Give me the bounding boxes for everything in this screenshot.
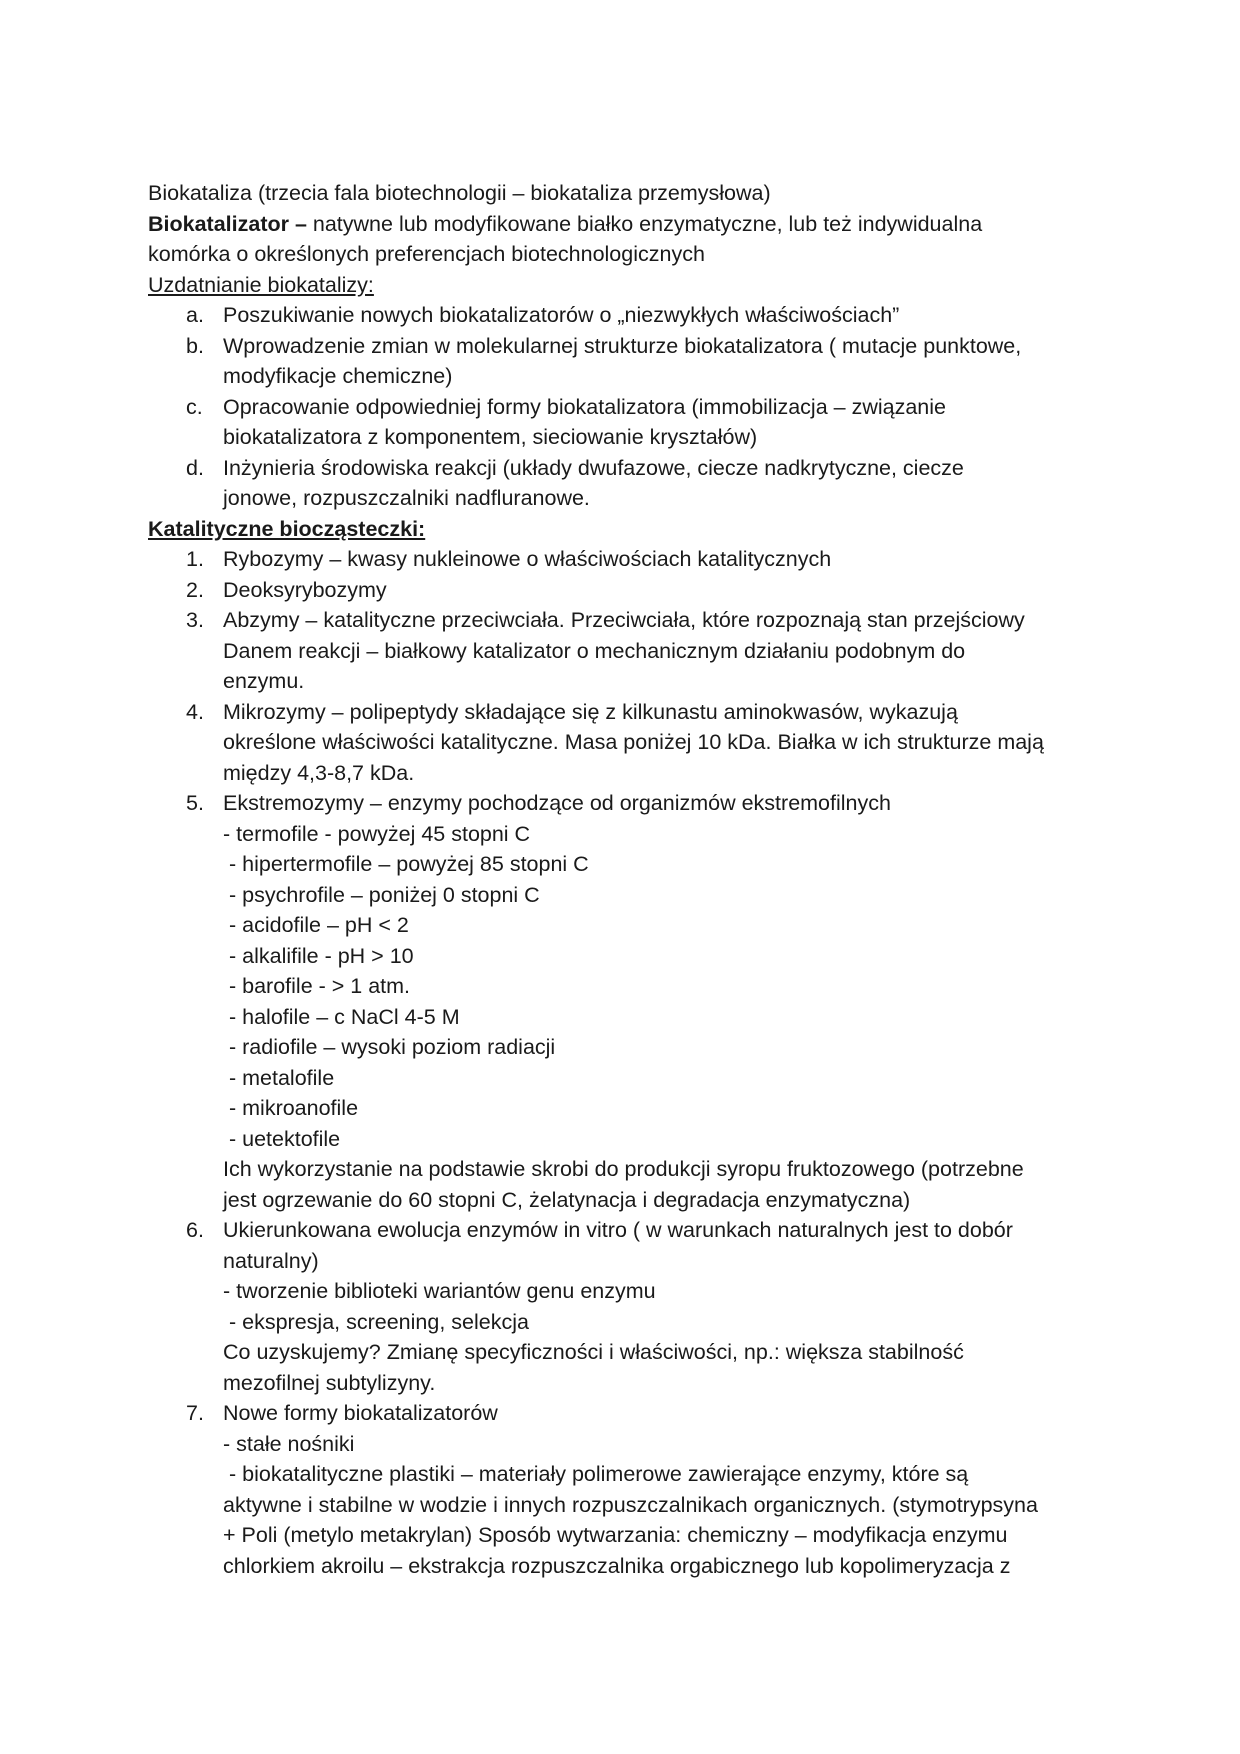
list-item-text: biokatalizatora z komponentem, sieciowanie kryształów) — [223, 425, 758, 449]
list-item-text: Poszukiwanie nowych biokatalizatorów o „niezwykłych właściwościach” — [223, 303, 900, 327]
list-item-text: Nowe formy biokatalizatorów — [223, 1401, 498, 1425]
section-title-uzdatnianie: Uzdatnianie biokatalizy: — [148, 272, 374, 297]
list-item-text: Danem reakcji – białkowy katalizator o mechanicznym działaniu podobnym do — [223, 638, 966, 663]
definition-text-1: natywne lub modyfikowane białko enzymatyczne, lub też indywidualna — [306, 211, 983, 236]
list-item-d — [148, 453, 1130, 514]
list-item-text: Inżynieria środowiska reakcji (układy dwufazowe, ciecze nadkrytyczne, ciecze — [223, 455, 964, 480]
list-marker: 4. — [186, 699, 204, 724]
list-item-text: jest ogrzewanie do 60 stopni C, żelatynacja i degradacja enzymatyczna) — [223, 1187, 911, 1212]
sublist-item: - termofile - powyżej 45 stopni C — [223, 821, 531, 846]
sublist-item: - mikroanofile — [229, 1096, 359, 1120]
list-item-text: + Poli (metylo metakrylan) Sposób wytwarzania: chemiczny – modyfikacja enzymu — [223, 1523, 1008, 1547]
list-item-4 — [148, 697, 1130, 789]
list-marker: 3. — [186, 608, 204, 632]
section-title-katalityczne: Katalityczne biocząsteczki: — [148, 516, 426, 541]
sublist-item: - barofile - > 1 atm. — [229, 974, 411, 998]
list-marker: b. — [186, 333, 204, 358]
list-item-b — [148, 331, 1130, 392]
list-item-text: Opracowanie odpowiedniej formy biokatalizatora (immobilizacja – związanie — [223, 394, 946, 419]
list-item-text: określone właściwości katalityczne. Masa poniżej 10 kDa. Białka w ich strukturze mają — [223, 730, 1044, 754]
list-item-6 — [148, 1215, 1130, 1398]
sublist-item: - uetektofile — [229, 1126, 341, 1151]
sublist-item: - alkalifile - pH > 10 — [229, 943, 414, 968]
list-item-2 — [148, 575, 1130, 606]
list-marker: 5. — [186, 791, 204, 815]
list-item-text: enzymu. — [223, 669, 305, 693]
list-item-text: Rybozymy – kwasy nukleinowe o właściwościach katalitycznych — [223, 547, 832, 571]
list-item-text: jonowe, rozpuszczalniki nadfluranowe. — [223, 486, 590, 510]
sublist-item: - halofile – c NaCl 4-5 M — [229, 1004, 460, 1029]
sublist-item: - metalofile — [229, 1065, 335, 1090]
list-marker: d. — [186, 455, 204, 480]
sublist-item: - psychrofile – poniżej 0 stopni C — [229, 882, 540, 907]
list-marker: 6. — [186, 1218, 204, 1242]
list-item-text: Ukierunkowana ewolucja enzymów in vitro ( w warunkach naturalnych jest to dobór — [223, 1218, 1013, 1242]
sublist-item: - tworzenie biblioteki wariantów genu enzymu — [223, 1279, 656, 1303]
sublist-item: - hipertermofile – powyżej 85 stopni C — [229, 852, 589, 876]
list-item-text: między 4,3-8,7 kDa. — [223, 760, 415, 785]
list-item-text: Ich wykorzystanie na podstawie skrobi do produkcji syropu fruktozowego (potrzebne — [223, 1157, 1024, 1181]
sublist-item: - ekspresja, screening, selekcja — [229, 1309, 529, 1334]
document-heading: Biokataliza (trzecia fala biotechnologii – biokataliza przemysłowa) — [148, 181, 771, 205]
list-item-text: aktywne i stabilne w wodzie i innych rozpuszczalnikach organicznych. (stymotrypsyna — [223, 1492, 1038, 1517]
definition-line-2: komórka o określonych preferencjach biotechnologicznych — [148, 242, 705, 266]
sublist-item: - stałe nośniki — [223, 1431, 355, 1456]
list-item-text: chlorkiem akroilu – ekstrakcja rozpuszczalnika orgabicznego lub kopolimeryzacja z — [223, 1553, 1011, 1578]
list-item-1 — [148, 544, 1130, 575]
list-item-a — [148, 300, 1130, 331]
list-item-text: Deoksyrybozymy — [223, 577, 387, 602]
list-item-text: Co uzyskujemy? Zmianę specyficzności i właściwości, np.: większa stabilność — [223, 1340, 964, 1364]
list-item-5 — [148, 788, 1130, 1215]
definition-term: Biokatalizator – — [148, 211, 307, 236]
list-marker: 2. — [186, 577, 204, 602]
list-item-text: mezofilnej subtylizyny. — [223, 1370, 436, 1395]
list-marker: 7. — [186, 1401, 204, 1425]
list-item-7 — [148, 1398, 1130, 1581]
list-item-text: Wprowadzenie zmian w molekularnej strukturze biokatalizatora ( mutacje punktowe, — [223, 333, 1022, 358]
list-item-text: Abzymy – katalityczne przeciwciała. Przeciwciała, które rozpoznają stan przejściowy — [223, 608, 1025, 632]
list-item-text: - biokatalityczne plastiki – materiały polimerowe zawierające enzymy, które są — [229, 1462, 969, 1486]
list-item-text: naturalny) — [223, 1248, 319, 1273]
sublist-item: - acidofile – pH < 2 — [229, 913, 409, 937]
list-marker: c. — [186, 394, 203, 419]
list-item-text: Mikrozymy – polipeptydy składające się z kilkunastu aminokwasów, wykazują — [223, 699, 958, 724]
list-item-c — [148, 392, 1130, 453]
list-item-3 — [148, 605, 1130, 697]
list-item-text: Ekstremozymy – enzymy pochodzące od organizmów ekstremofilnych — [223, 791, 891, 815]
list-marker: a. — [186, 303, 204, 327]
list-item-text: modyfikacje chemiczne) — [223, 364, 453, 388]
sublist-item: - radiofile – wysoki poziom radiacji — [229, 1035, 556, 1059]
definition-line-1 — [148, 209, 1130, 240]
list-marker: 1. — [186, 547, 204, 571]
